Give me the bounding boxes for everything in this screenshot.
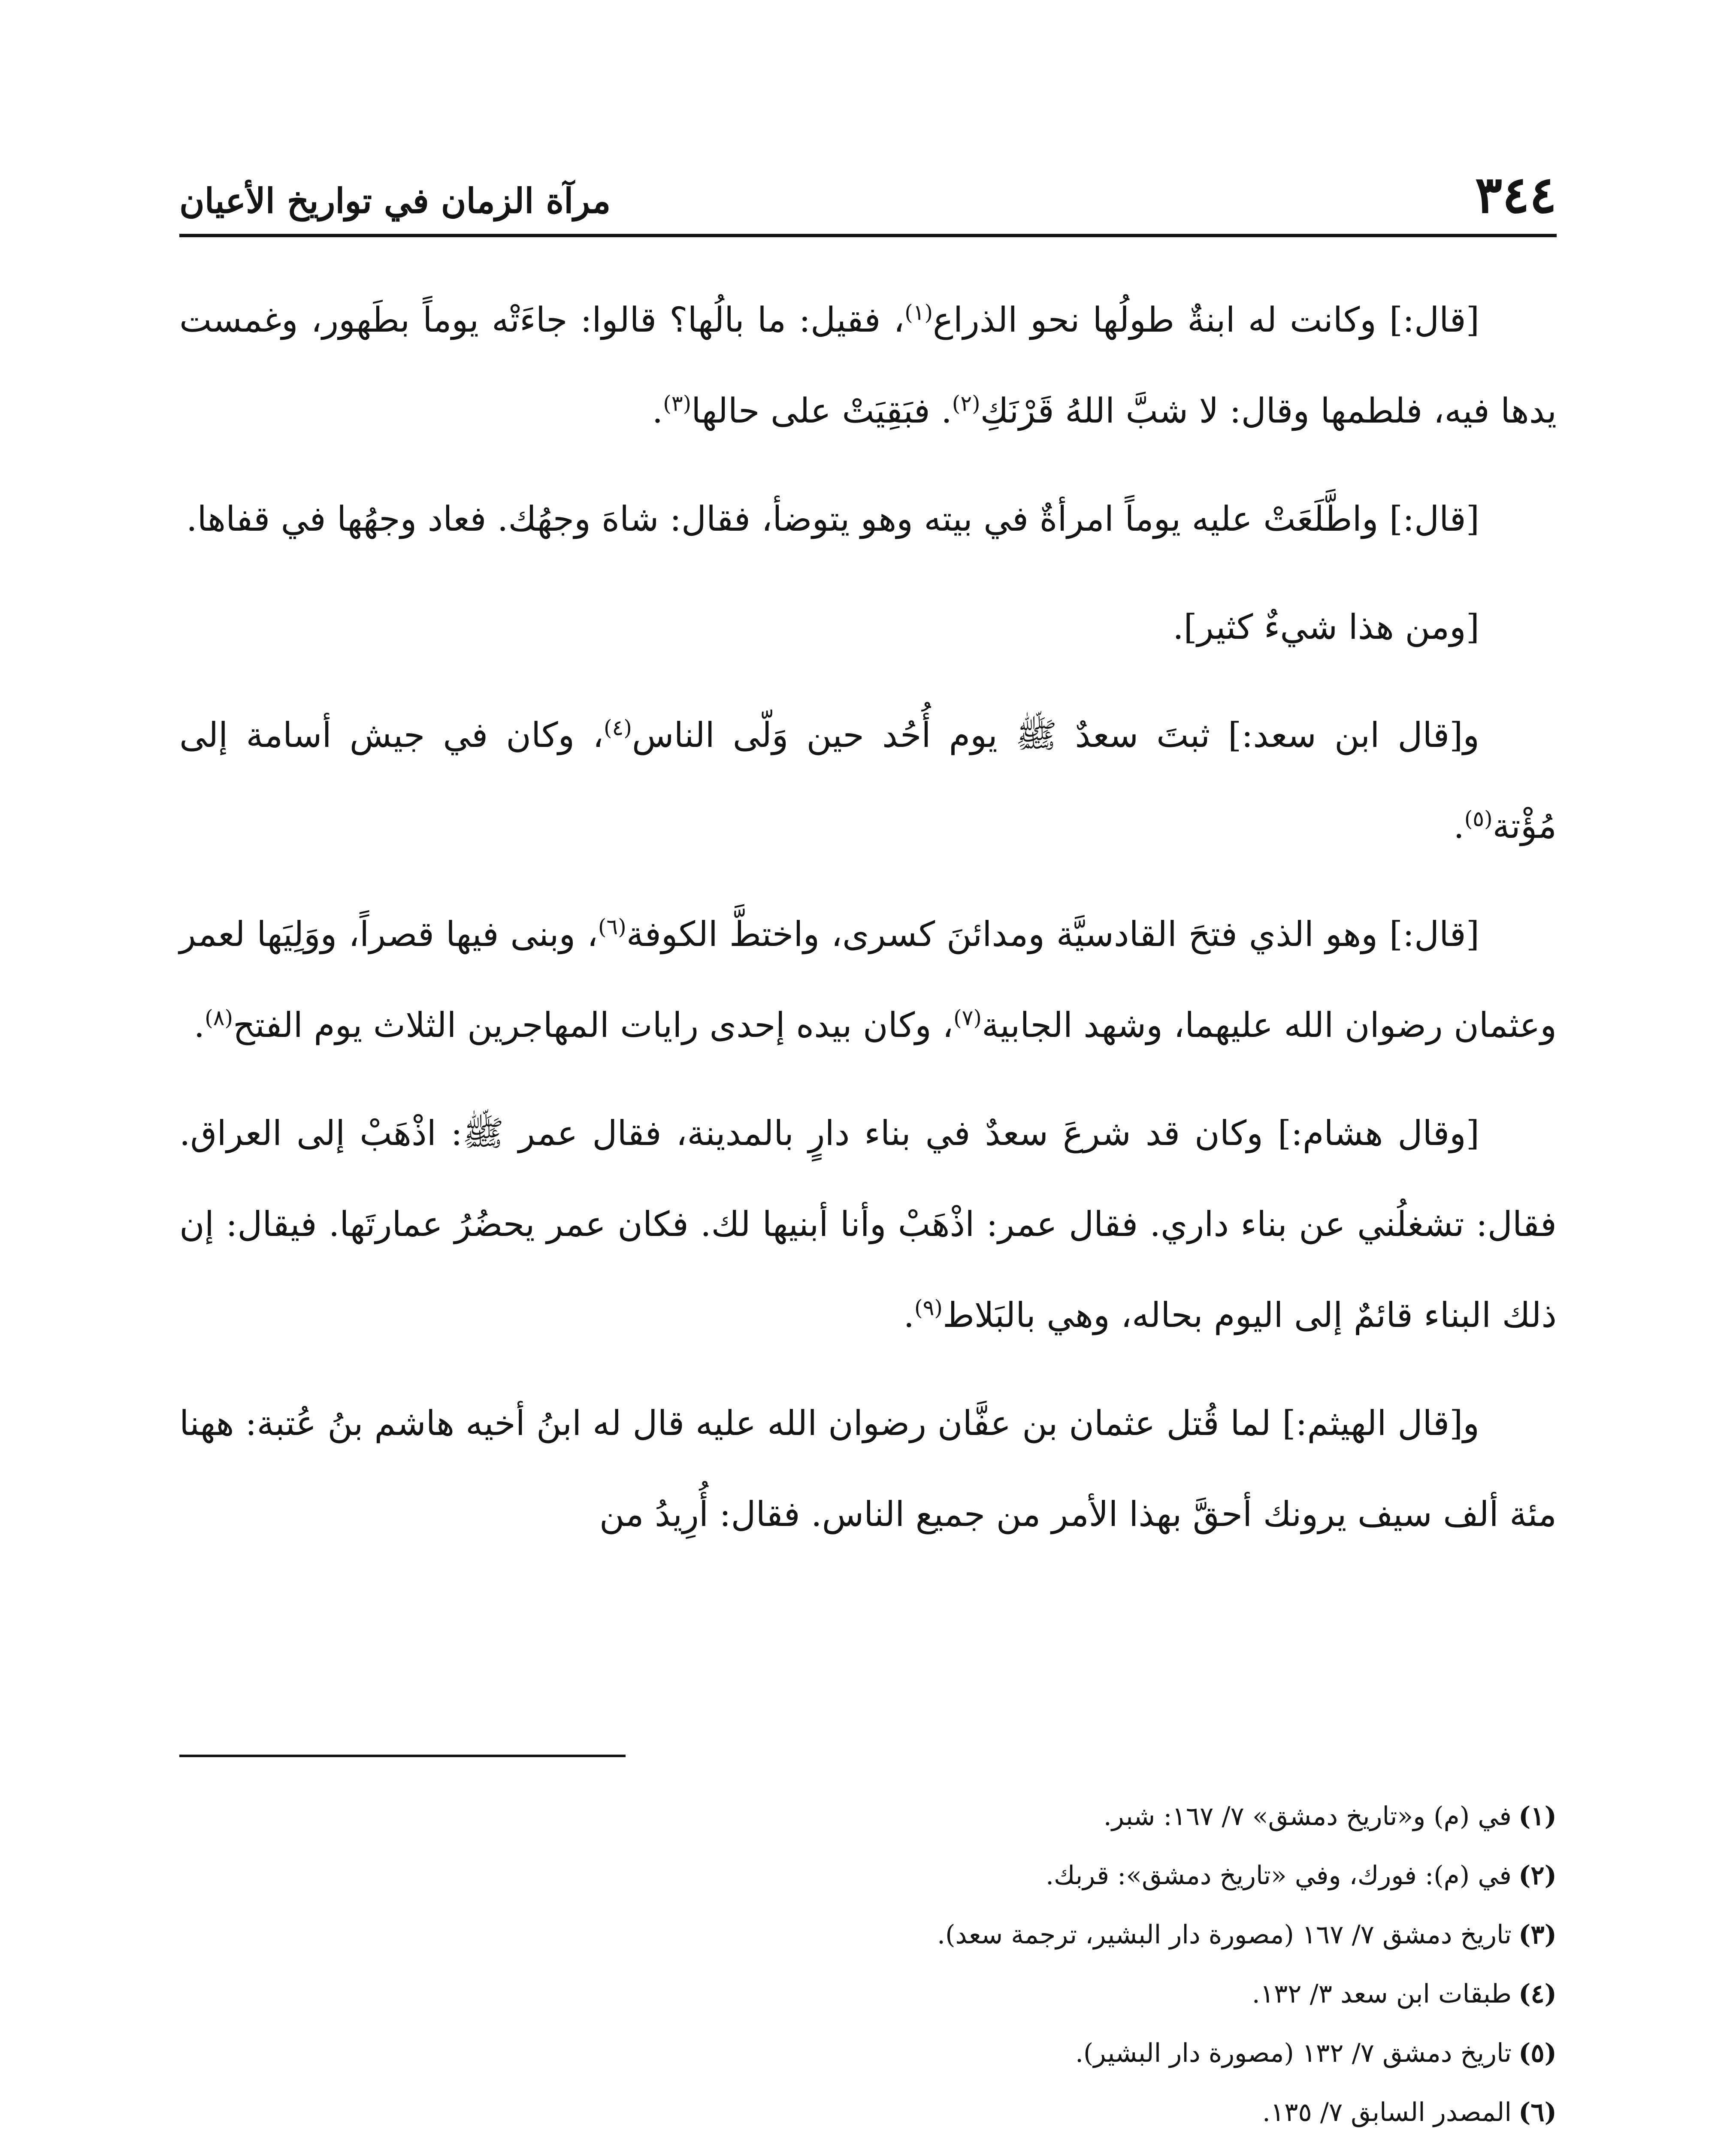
footnote <box>179 1905 1557 1964</box>
footnote <box>179 2083 1557 2142</box>
footnote <box>179 2142 1557 2145</box>
body-paragraph <box>179 474 1557 565</box>
footnotes <box>179 1787 1557 2145</box>
footnote <box>179 1787 1557 1846</box>
body-paragraph <box>179 582 1557 673</box>
text-run: و[قال الهيثم:] لما قُتل عثمان بن عفَّان رضوان الله عليه قال له ابنُ أخيه هاشم بنُ عُتبة: ههنا مئة ألف سيف يرونك أحقَّ بهذا الأمر من جميع الناس. فقال: أُرِيدُ من <box>179 1403 1557 1534</box>
text-run: [قال:] واطَّلَعَتْ عليه يوماً امرأةٌ في بيته وهو يتوضأ، فقال: شاهَ وجهُك. فعاد وجهُها في قفاها. <box>186 499 1479 539</box>
footnote-reference: (٨) <box>205 1005 233 1030</box>
footnote-reference: (٣) <box>663 391 692 416</box>
footnote-reference: (٩) <box>914 1295 943 1320</box>
body-paragraph <box>179 1378 1557 1560</box>
body-paragraph <box>179 275 1557 456</box>
footnote-text: تاريخ دمشق ٧/ ١٣٢ (مصورة دار البشير). <box>1075 2038 1512 2068</box>
footnote-reference: (٦) <box>598 914 626 940</box>
footnote-number: (٢) <box>1518 1861 1557 1891</box>
footnote-text: تاريخ دمشق ٧/ ١٦٧ (مصورة دار البشير، ترجمة سعد). <box>937 1920 1512 1950</box>
main-text <box>179 275 1557 1577</box>
footnote-number: (٥) <box>1518 2038 1557 2068</box>
footnote-reference: (٢) <box>952 391 980 416</box>
text-run: و[قال ابن سعد:] ثبتَ سعدٌ ﷺ يوم أُحُد حين وَلّى الناس <box>632 715 1479 755</box>
footnote-text: في (م) و«تاريخ دمشق» ٧/ ١٦٧: شبر. <box>1103 1801 1512 1831</box>
text-run: ، وبنى فيها قصراً، ووَلِيَها لعمر وعثمان رضوان الله عليهما، وشهد الجابية <box>179 914 1557 1045</box>
text-run: . <box>1453 806 1464 846</box>
text-run: . <box>903 1295 915 1335</box>
book-title: مرآة الزمان في تواريخ الأعيان <box>179 181 611 221</box>
footnote-text: المصدر السابق ٧/ ١٣٥. <box>1262 2097 1512 2127</box>
footnote-number: (٤) <box>1518 1979 1557 2009</box>
text-run: ، فقيل: ما بالُها؟ قالوا: جاءَتْه يوماً بطَهور، وغمست يدها فيه، فلطمها وقال: لا شبَّ اللهُ قَرْنَكِ <box>179 300 1557 431</box>
footnote-reference: (٥) <box>1464 806 1493 831</box>
footnote-text: في (م): فورك، وفي «تاريخ دمشق»: قربك. <box>1045 1861 1512 1891</box>
footnote-reference: (١) <box>904 300 933 325</box>
footnote-number: (٣) <box>1518 1920 1557 1950</box>
text-run: [ومن هذا شيءٌ كثير]. <box>1173 607 1479 647</box>
body-paragraph <box>179 690 1557 872</box>
footnote-number: (٦) <box>1518 2097 1557 2127</box>
text-run: ، وكان بيده إحدى رايات المهاجرين الثلاث يوم الفتح <box>233 1005 954 1045</box>
text-run: . <box>194 1005 205 1045</box>
footnote <box>179 1964 1557 2024</box>
footnote <box>179 1846 1557 1905</box>
running-header <box>179 148 1557 237</box>
body-paragraph <box>179 1088 1557 1361</box>
footnote-reference: (٧) <box>953 1005 982 1030</box>
footnote-text: طبقات ابن سعد ٣/ ١٣٢. <box>1252 1979 1512 2009</box>
footnote-divider <box>179 1755 626 1757</box>
text-run: [قال:] وهو الذي فتحَ القادسيَّة ومدائنَ كسرى، واختطَّ الكوفة <box>626 914 1480 954</box>
footnote <box>179 2024 1557 2083</box>
text-run: . فبَقِيَتْ على حالها <box>691 391 952 431</box>
text-run: [وقال هشام:] وكان قد شرعَ سعدٌ في بناء دارٍ بالمدينة، فقال عمر ﷺ: اذْهَبْ إلى العراق. فقال: تشغلُني عن بناء داري. فقال عمر: اذْهَبْ وأنا أبنيها لك. فكان عمر يحضُرُ عمارتَها. فيقال: إن ذلك البناء قائمٌ إلى اليوم بحاله، وهي بالبَلاط <box>179 1113 1557 1335</box>
body-paragraph <box>179 889 1557 1071</box>
text-run: . <box>652 391 663 431</box>
text-run: [قال:] وكانت له ابنةٌ طولُها نحو الذراع <box>933 300 1479 340</box>
footnote-reference: (٤) <box>604 715 632 740</box>
page-number: ٣٤٤ <box>1475 165 1557 224</box>
text-run: ، وكان في جيش أسامة إلى مُؤْتة <box>179 715 1557 846</box>
footnote-number: (١) <box>1518 1801 1557 1831</box>
